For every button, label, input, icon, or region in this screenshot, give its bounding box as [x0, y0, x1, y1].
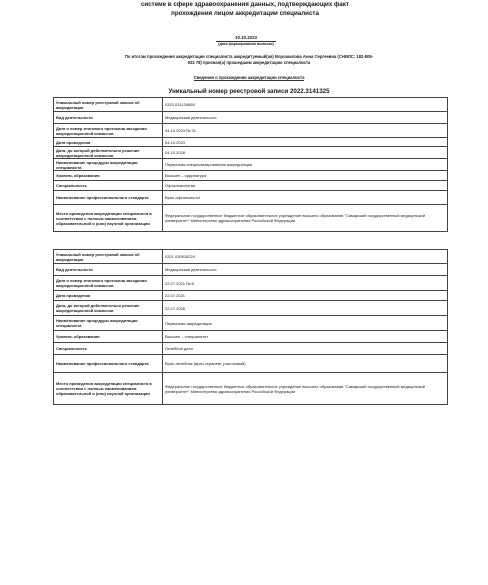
- record-value: Первичная аккредитация: [163, 316, 448, 331]
- record-value: Высшее – ординатура: [163, 171, 448, 181]
- section-title: [55, 75, 443, 80]
- record-label: Дата и номер итогового протокола заседания аккредитационной комиссии: [54, 124, 163, 138]
- record-label: Специальность: [54, 181, 163, 191]
- record-row: [54, 112, 448, 124]
- record-label: Наименование процедуры аккредитации специалиста: [54, 159, 163, 171]
- record-row: [54, 98, 448, 112]
- intro-line-2: 923 78) признан(а) прошедшим аккредитацию специалиста: [187, 60, 311, 65]
- record-row: [54, 159, 448, 171]
- record-value: 04.10.2023 № 31: [163, 124, 448, 138]
- record-label: Уникальный номер реестровой записи об аккредитации: [54, 98, 163, 112]
- accreditation-record-2: [53, 249, 448, 405]
- record-value: 22.07.2021 № 8: [163, 276, 448, 291]
- record-value: Медицинская деятельность: [163, 112, 448, 124]
- record-row: [54, 124, 448, 138]
- record-row: [54, 343, 448, 355]
- record-label: Место проведения аккредитации специалиста в соответствии с полным наименованием образовательной и (или) научной организации: [54, 205, 163, 232]
- record-value: 04.10.2028: [163, 147, 448, 159]
- record-row: [54, 205, 448, 232]
- record-row: [54, 250, 448, 264]
- extract-date: 10.10.2023: [235, 35, 257, 40]
- record-row: [54, 147, 448, 159]
- record-label: Специальность: [54, 343, 163, 355]
- record-row: [54, 191, 448, 205]
- record-label: Дата и номер итогового протокола заседания аккредитационной комиссии: [54, 276, 163, 291]
- record-label: Наименование профессионального стандарта: [54, 355, 163, 373]
- record-row: [54, 301, 448, 316]
- record-value: Врач-лечебник (врач-терапевт участковый): [163, 355, 448, 373]
- intro-line-1: По итогам прохождения аккредитации специалиста аккредитуемый(ая) Ворошилова Анна Сергеевна (СНИЛС: 182-805-: [124, 54, 374, 59]
- record-label: Уровень образования: [54, 171, 163, 181]
- record-label: Наименование процедуры аккредитации специалиста: [54, 316, 163, 331]
- record-value: Высшее – специалитет: [163, 331, 448, 343]
- accreditation-record-1: [53, 97, 448, 232]
- record-value: 22.07.2021: [163, 291, 448, 301]
- record-value: 22.07.2026: [163, 301, 448, 316]
- record-row: [54, 181, 448, 191]
- record-value: Офтальмология: [163, 181, 448, 191]
- record-label: Уровень образования: [54, 331, 163, 343]
- record-label: Дата, до которой действительно решение аккредитационной комиссии: [54, 301, 163, 316]
- record-label: Вид деятельности: [54, 264, 163, 276]
- record-row: [54, 291, 448, 301]
- record-row: [54, 171, 448, 181]
- header-line-1: системе в сфере здравоохранения данных, подтверждающих факт: [140, 1, 350, 8]
- section-title-text: Сведения о прохождении аккредитации специалиста: [193, 75, 305, 80]
- record-label: Уникальный номер реестровой записи об аккредитации: [54, 250, 163, 264]
- record-row: [54, 316, 448, 331]
- header-line-2: прохождения лицом аккредитации специалиста: [171, 10, 319, 17]
- extract-date-caption: (дата формирования выписки): [218, 42, 274, 46]
- record-value: 0321 030918224: [163, 250, 448, 264]
- registry-title: Уникальный номер реестровой записи 2022.3141325: [168, 88, 330, 95]
- intro-paragraph: [55, 54, 443, 66]
- record-label: Вид деятельности: [54, 112, 163, 124]
- record-value: Федеральное государственное бюджетное образовательное учреждение высшего образования "Самарский государственный медицинский университет" Министерства здравоохранения Российской Федерации: [163, 205, 448, 232]
- record-value: Медицинская деятельность: [163, 264, 448, 276]
- record-value: Лечебное дело: [163, 343, 448, 355]
- record-row: [54, 355, 448, 373]
- record-row: [54, 373, 448, 405]
- record-label: Дата проведения: [54, 291, 163, 301]
- record-row: [54, 276, 448, 291]
- record-label: Место проведения аккредитации специалиста в соответствии с полным наименованием образовательной и (или) научной организации: [54, 373, 163, 405]
- record-label: Дата проведения: [54, 138, 163, 147]
- record-value: Первичная специализированная аккредитация: [163, 159, 448, 171]
- record-value: Врач-офтальмолог: [163, 191, 448, 205]
- record-row: [54, 331, 448, 343]
- record-value: 04.10.2023: [163, 138, 448, 147]
- record-value: Федеральное государственное бюджетное образовательное учреждение высшего образования "Самарский государственный медицинский университет" Министерства здравоохранения Российской Федерации: [163, 373, 448, 405]
- record-row: [54, 138, 448, 147]
- record-label: Наименование профессионального стандарта: [54, 191, 163, 205]
- record-label: Дата, до которой действительно решение аккредитационной комиссии: [54, 147, 163, 159]
- record-value: 0323 031134658: [163, 98, 448, 112]
- record-row: [54, 264, 448, 276]
